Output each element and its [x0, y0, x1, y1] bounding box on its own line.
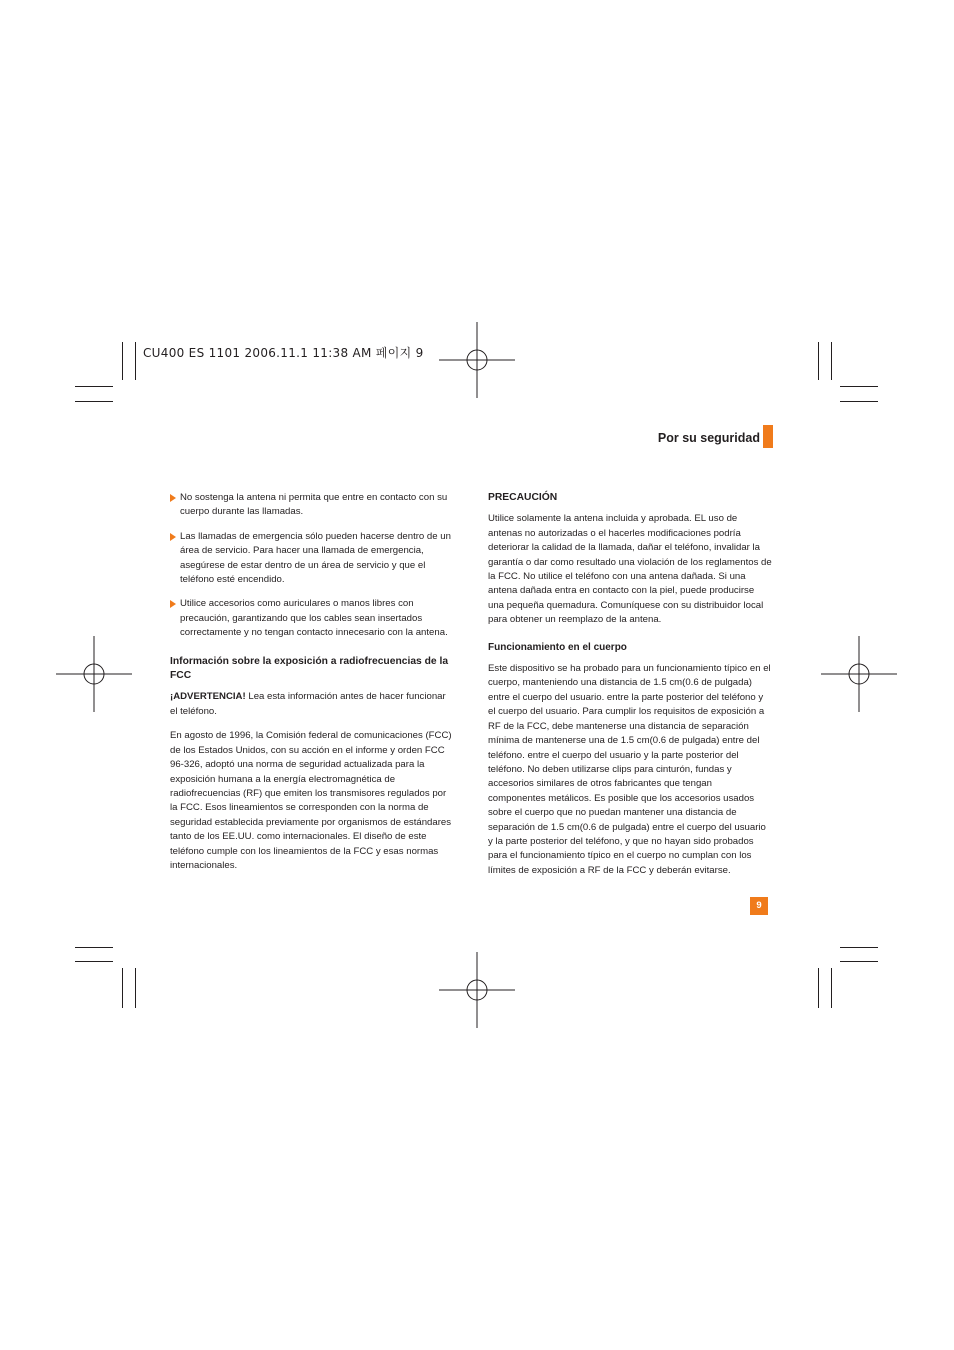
- list-item-text: Las llamadas de emergencia sólo pueden hacerse dentro de un área de servicio. Para hacer una llamada de emergencia, asegúrese de estar dentro de un área de servicio y que el teléfono esté encendido.: [180, 530, 451, 586]
- fcc-heading: Información sobre la exposición a radiofrecuencias de la FCC: [170, 655, 449, 682]
- crop-mark: [840, 386, 878, 387]
- crop-mark: [135, 342, 136, 380]
- list-item: [170, 530, 452, 588]
- crop-mark: [122, 968, 123, 1008]
- left-column: [170, 491, 452, 883]
- crop-mark: [122, 342, 123, 380]
- list-item-text: No sostenga la antena ni permita que entre en contacto con su cuerpo durante las llamadas.: [180, 492, 448, 518]
- orange-triangle-bullet-icon: [170, 600, 176, 608]
- section-tab-marker: [763, 425, 773, 448]
- page-number: 9: [750, 897, 768, 915]
- crop-mark: [840, 947, 878, 948]
- warning-text: Lea esta información antes de hacer funcionar el teléfono.: [170, 691, 446, 717]
- registration-mark-icon: [439, 322, 515, 398]
- registration-mark-icon: [439, 952, 515, 1028]
- crop-mark: [75, 961, 113, 962]
- crop-mark: [818, 342, 819, 380]
- caution-heading: PRECAUCIÓN: [488, 492, 558, 503]
- crop-mark: [840, 961, 878, 962]
- print-slug: CU400 ES 1101 2006.11.1 11:38 AM 페이지 9: [143, 346, 424, 360]
- crop-mark: [818, 968, 819, 1008]
- crop-mark: [75, 401, 113, 402]
- orange-triangle-bullet-icon: [170, 533, 176, 541]
- registration-mark-icon: [821, 636, 897, 712]
- list-item-text: Utilice accesorios como auriculares o manos libres con precaución, garantizando que los cables sean insertados correctamente y no tengan contacto innecesario con la antena.: [180, 598, 448, 639]
- orange-triangle-bullet-icon: [170, 494, 176, 502]
- registration-mark-icon: [56, 636, 132, 712]
- crop-mark: [75, 947, 113, 948]
- list-item: [170, 491, 452, 520]
- list-item: [170, 597, 452, 640]
- crop-mark: [831, 342, 832, 380]
- body-operation-paragraph: Este dispositivo se ha probado para un funcionamiento típico en el cuerpo, manteniendo una distancia de 1.5 cm(0.6 de pulgada) entre el cuerpo del usuario. entre la parte posterior del teléfono y el cuerpo del usuario. Para cumplir los requisitos de exposición a RF de la FCC, debe mantenerse una distancia de separación mínima de mantenerse una de 1.5 cm(0.6 de pulgada) entre del teléfono. entre el cuerpo del usuario y la parte posterior del teléfono. No deben utilizarse clips para cinturón, fundas y accesorios similares de otros fabricantes que tengan componentes metálicos. Es posible que los accesorios usados sobre el cuerpo que no puedan mantener una distancia de separación de 1.5 cm(0.6 de pulgada) entre el cuerpo del usuario y la parte posterior del teléfono, y que no hayan sido probados para el funcionamiento típico en el cuerpo no cumplan con los límites de exposición a RF de la FCC y deberán evitarse.: [488, 663, 771, 876]
- crop-mark: [75, 386, 113, 387]
- crop-mark: [831, 968, 832, 1008]
- body-operation-heading: Funcionamiento en el cuerpo: [488, 641, 627, 653]
- warning-label: ¡ADVERTENCIA!: [170, 691, 246, 703]
- fcc-paragraph: En agosto de 1996, la Comisión federal de comunicaciones (FCC) de los Estados Unidos, con su acción en el informe y orden FCC 96-326, adoptó una norma de seguridad actualizada para la exposición humana a la energía electromagnética de radiofrecuencias (RF) que emiten los transmisores regulados por la FCC. Esos lineamientos se corresponden con la norma de seguridad establecida previamente por organismos de estándares tanto de los EE.UU. como internacionales. El diseño de este teléfono cumple con los lineamientos de la FCC y esas normas internacionales.: [170, 730, 452, 871]
- warning-paragraph: [170, 690, 452, 719]
- right-column: [488, 491, 772, 888]
- crop-mark: [135, 968, 136, 1008]
- section-title: Por su seguridad: [657, 431, 760, 445]
- caution-paragraph: Utilice solamente la antena incluida y aprobada. EL uso de antenas no autorizadas o el hacerles modificaciones podría deteriorar la calidad de la llamada, dañar el teléfono, invalidar la garantía o dar como resultado una violación de los reglamentos de la FCC. No utilice el teléfono con una antena dañada. Si una antena dañada entra en contacto con la piel, puede producirse una pequeña quemadura. Comuníquese con su distribuidor local para obtener un reemplazo de la antena.: [488, 513, 772, 626]
- crop-mark: [840, 401, 878, 402]
